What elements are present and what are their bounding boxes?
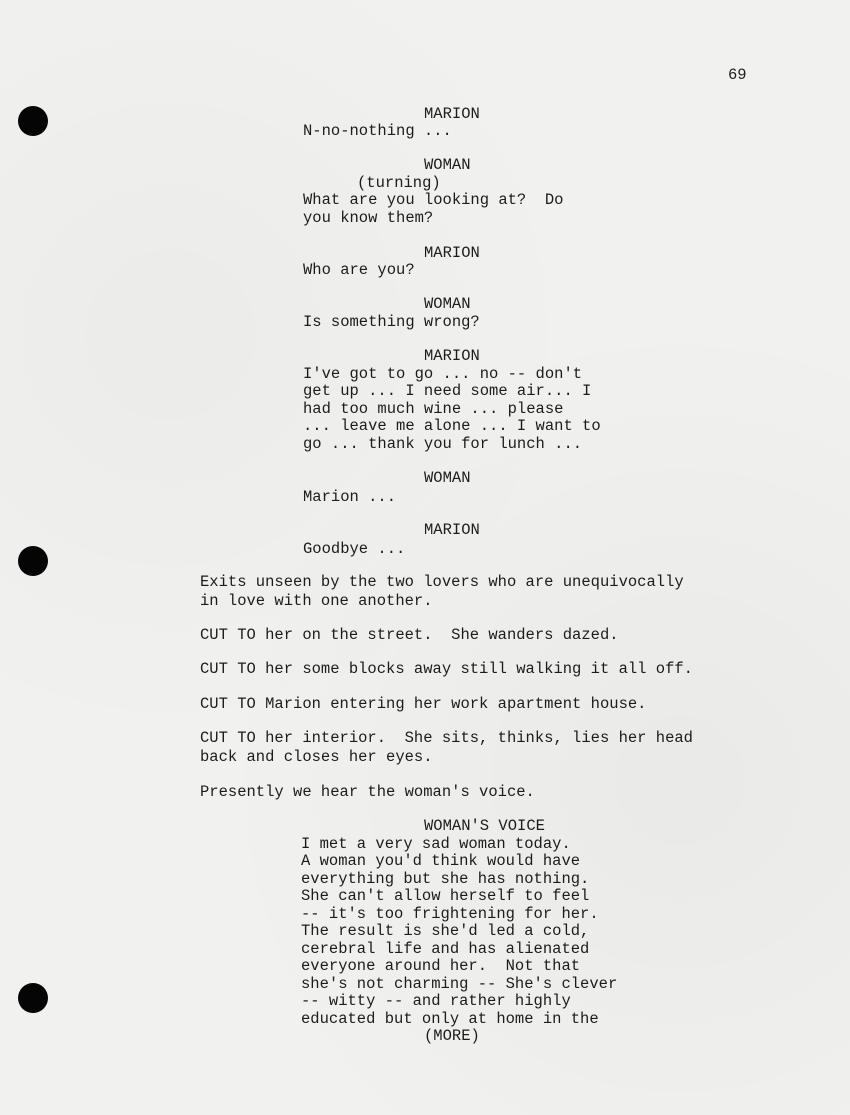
character-name: WOMAN [424,295,471,313]
action-line: CUT TO her some blocks away still walking it all off. [200,660,693,678]
character-name: MARION [424,521,480,539]
action-line: Presently we hear the woman's voice. [200,783,535,801]
dialogue-line: everything but she has nothing. [301,870,590,888]
dialogue-line: educated but only at home in the [301,1010,599,1028]
dialogue-line: go ... thank you for lunch ... [303,435,583,453]
dialogue-line: she's not charming -- She's clever [301,975,618,993]
dialogue-line: ... leave me alone ... I want to [303,417,601,435]
dialogue-line: I met a very sad woman today. [301,835,571,853]
dialogue-line: Is something wrong? [303,313,480,331]
dialogue-line: cerebral life and has alienated [301,940,590,958]
action-line: Exits unseen by the two lovers who are unequivocally [200,573,684,591]
dialogue-line: -- it's too frightening for her. [301,905,599,923]
dialogue-line: had too much wine ... please [303,400,564,418]
dialogue-line: everyone around her. Not that [301,957,581,975]
dialogue-line: She can't allow herself to feel [301,887,590,905]
action-line: CUT TO her on the street. She wanders dazed. [200,626,619,644]
dialogue-line: Goodbye ... [303,540,406,558]
character-name: MARION [424,244,480,262]
punch-hole [18,546,48,576]
character-name: WOMAN'S VOICE [424,817,545,835]
dialogue-line: N-no-nothing ... [303,122,452,140]
action-line: CUT TO her interior. She sits, thinks, lies her head [200,729,693,747]
dialogue-line: you know them? [303,209,434,227]
character-name: MARION [424,105,480,123]
more-indicator: (MORE) [424,1027,480,1045]
dialogue-line: Marion ... [303,488,397,506]
parenthetical: (turning) [357,174,441,192]
action-line: back and closes her eyes. [200,748,433,766]
dialogue-line: The result is she'd led a cold, [301,922,590,940]
punch-hole [18,106,48,136]
character-name: WOMAN [424,469,471,487]
dialogue-line: Who are you? [303,261,415,279]
character-name: WOMAN [424,156,471,174]
character-name: MARION [424,347,480,365]
action-line: CUT TO Marion entering her work apartment house. [200,695,647,713]
dialogue-line: -- witty -- and rather highly [301,992,571,1010]
dialogue-line: A woman you'd think would have [301,852,581,870]
dialogue-line: I've got to go ... no -- don't [303,365,583,383]
action-line: in love with one another. [200,592,433,610]
dialogue-line: get up ... I need some air... I [303,382,592,400]
dialogue-line: What are you looking at? Do [303,191,564,209]
punch-hole [18,983,48,1013]
page-number: 69 [728,66,747,84]
